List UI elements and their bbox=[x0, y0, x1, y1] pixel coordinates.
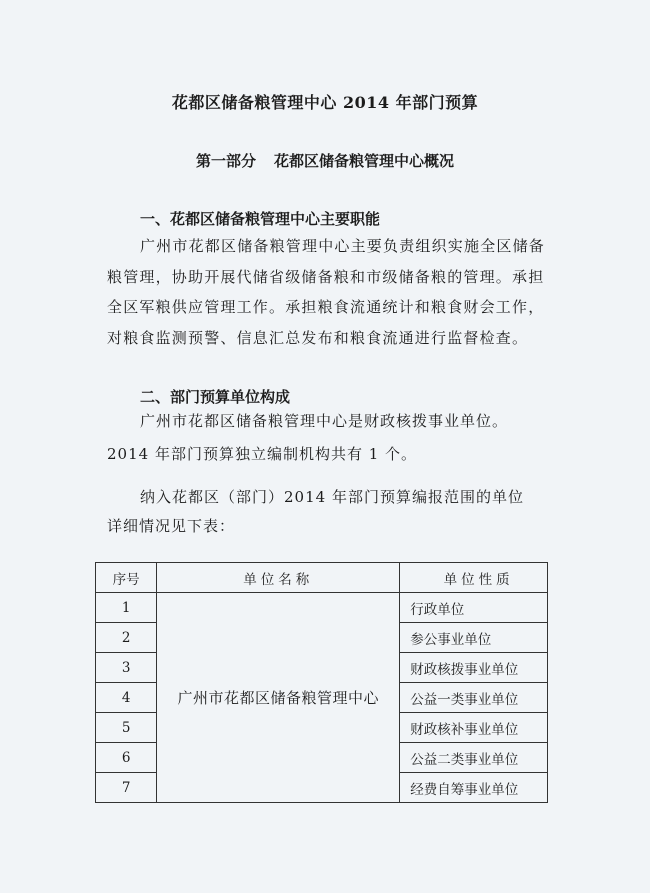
row-type: 财政核拨事业单位 bbox=[400, 653, 548, 683]
section2-line3: 纳入花都区（部门）2014 年部门预算编报范围的单位 bbox=[140, 488, 524, 506]
section2-heading: 二、部门预算单位构成 bbox=[140, 388, 291, 406]
row-no: 6 bbox=[96, 743, 157, 773]
part-title: 花都区储备粮管理中心概况 bbox=[274, 152, 455, 170]
table-header-row bbox=[96, 563, 548, 593]
row-type: 经费自筹事业单位 bbox=[400, 773, 548, 803]
header-unit-type: 单位性质 bbox=[400, 563, 548, 593]
section1-body: 广州市花都区储备粮管理中心主要负责组织实施全区储备粮管理，协助开展代储省级储备粮和市级储备粮的管理。承担全区军粮供应管理工作。承担粮食流通统计和粮食财会工作，对粮食监测预警、信息汇总发布和粮食流通进行监督检查。 bbox=[107, 237, 546, 347]
header-no: 序号 bbox=[96, 563, 157, 593]
row-no: 3 bbox=[96, 653, 157, 683]
header-unit-name: 单位名称 bbox=[157, 563, 400, 593]
table-row bbox=[96, 593, 548, 623]
section2-line1: 广州市花都区储备粮管理中心是财政核拨事业单位。 bbox=[140, 412, 509, 430]
row-no: 7 bbox=[96, 773, 157, 803]
row-no: 4 bbox=[96, 683, 157, 713]
row-type: 参公事业单位 bbox=[400, 623, 548, 653]
row-type: 行政单位 bbox=[400, 593, 548, 623]
row-no: 2 bbox=[96, 623, 157, 653]
part-label: 第一部分 bbox=[195, 152, 256, 170]
row-type: 公益二类事业单位 bbox=[400, 743, 548, 773]
unit-name-cell: 广州市花都区储备粮管理中心 bbox=[157, 593, 400, 803]
row-type: 公益一类事业单位 bbox=[400, 683, 548, 713]
section2-line4: 详细情况见下表： bbox=[107, 517, 236, 535]
section1-heading: 一、花都区储备粮管理中心主要职能 bbox=[140, 210, 381, 228]
row-no: 5 bbox=[96, 713, 157, 743]
row-type: 财政核补事业单位 bbox=[400, 713, 548, 743]
units-table bbox=[95, 562, 548, 803]
part-heading bbox=[0, 150, 650, 171]
row-no: 1 bbox=[96, 593, 157, 623]
document-title: 花都区储备粮管理中心 2014 年部门预算 bbox=[171, 93, 479, 112]
section2-line2: 2014 年部门预算独立编制机构共有 1 个。 bbox=[107, 445, 418, 463]
